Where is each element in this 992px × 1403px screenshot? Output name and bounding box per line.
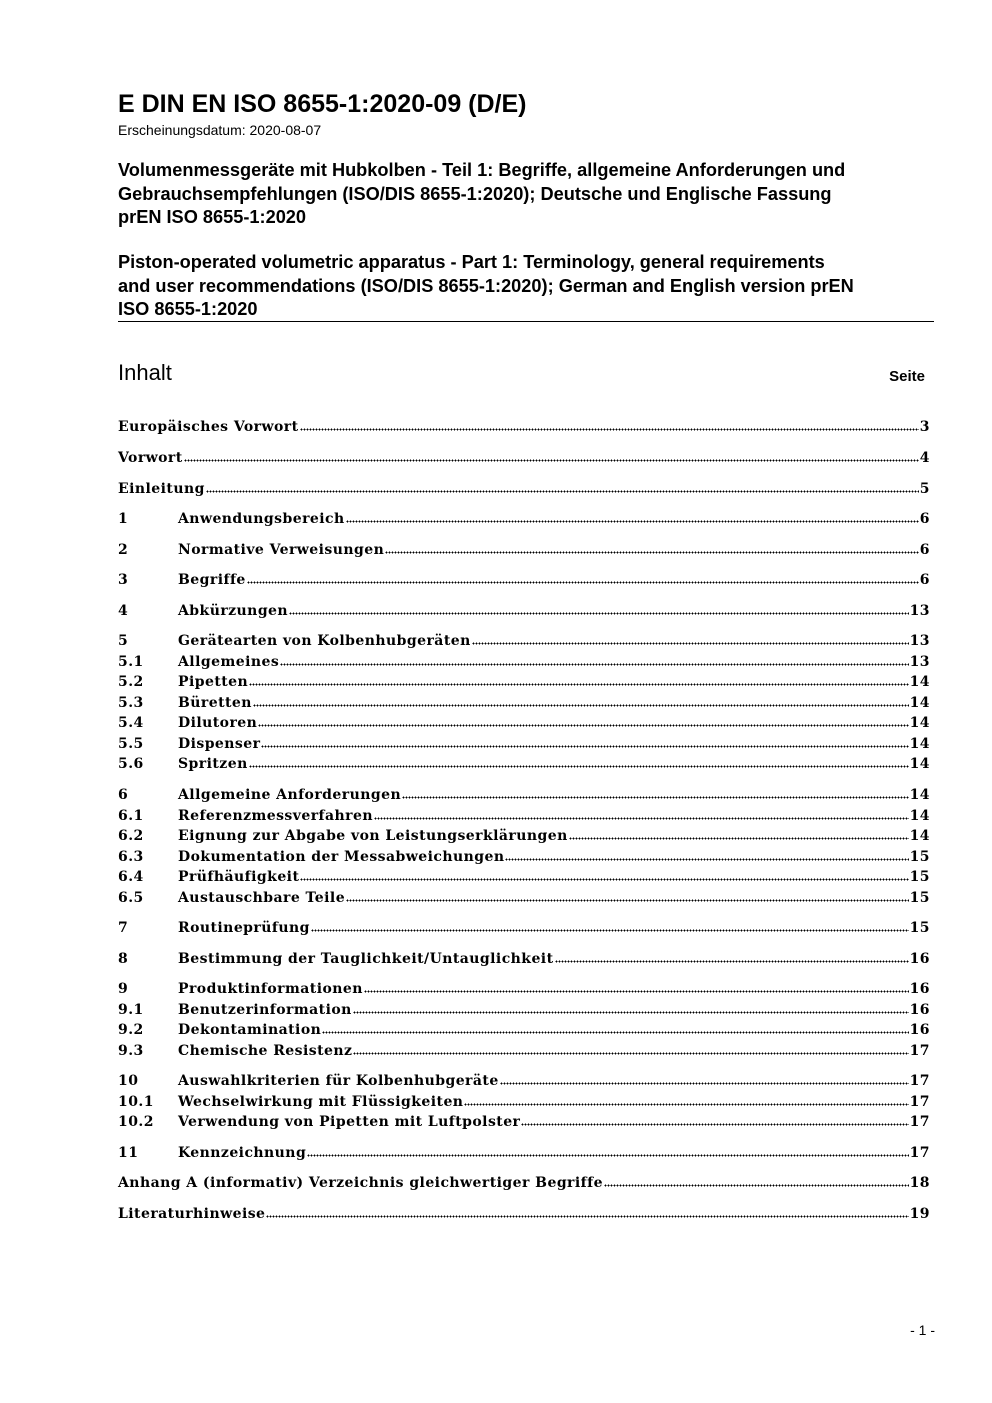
toc-entry-title: Austauschbare Teile [178, 890, 346, 906]
toc-entry[interactable] [118, 1000, 930, 1020]
english-title-line: ISO 8655-1:2020 [118, 299, 258, 319]
toc-entry-page: 18 [909, 1175, 930, 1191]
toc-dot-leader [500, 1073, 909, 1085]
toc-entry[interactable] [118, 1071, 930, 1091]
toc-dot-leader [249, 674, 908, 686]
german-title [118, 159, 938, 230]
toc-entry-page: 6 [919, 511, 930, 527]
toc-entry-title: Europäisches Vorwort [118, 419, 299, 435]
toc-entry-page: 13 [909, 633, 930, 649]
toc-entry-page: 3 [919, 419, 930, 435]
toc-entry-page: 14 [909, 828, 930, 844]
toc-entry-title: Dilutoren [178, 715, 258, 731]
toc-dot-leader [280, 654, 908, 666]
toc-entry-title: Literaturhinweise [118, 1206, 266, 1222]
toc-entry-number: 11 [118, 1145, 139, 1161]
toc-dot-leader [289, 603, 909, 615]
toc-entry-page: 16 [909, 981, 930, 997]
toc-entry-title: Dokumentation der Messabweichungen [178, 849, 505, 865]
toc-entry-title: Bestimmung der Tauglichkeit/Untauglichkeit [178, 951, 554, 967]
toc-entry-page: 15 [909, 890, 930, 906]
toc-entry[interactable] [118, 1204, 930, 1224]
toc-entry-title: Gerätearten von Kolbenhubgeräten [178, 633, 471, 649]
toc-entry-title: Begriffe [178, 572, 246, 588]
toc-entry-number: 8 [118, 951, 129, 967]
english-title-line: and user recommendations (ISO/DIS 8655-1:2020); German and English version prEN [118, 275, 854, 296]
toc-entry[interactable] [118, 734, 930, 754]
toc-entry-title: Routineprüfung [178, 920, 310, 936]
toc-entry-page: 13 [909, 654, 930, 670]
toc-entry-page: 17 [909, 1114, 930, 1130]
toc-entry-number: 3 [118, 572, 129, 588]
toc-dot-leader [307, 1145, 908, 1157]
toc-entry[interactable] [118, 867, 930, 887]
toc-entry-page: 17 [909, 1145, 930, 1161]
toc-entry[interactable] [118, 949, 930, 969]
toc-dot-leader [353, 1043, 908, 1055]
toc-entry-title: Abkürzungen [178, 603, 289, 619]
toc-dot-leader [261, 736, 908, 748]
toc-entry-title: Chemische Resistenz [178, 1043, 353, 1059]
toc-entry-title: Anwendungsbereich [178, 511, 345, 527]
toc-entry-page: 14 [909, 808, 930, 824]
toc-entry-number: 5.4 [118, 715, 144, 731]
toc-heading: Inhalt [118, 360, 172, 385]
toc-entry[interactable] [118, 1041, 930, 1061]
toc-entry-number: 5.1 [118, 654, 144, 670]
toc-entry-title: Referenzmessverfahren [178, 808, 373, 824]
toc-dot-leader [206, 481, 919, 493]
toc-entry-page: 16 [909, 1022, 930, 1038]
toc-entry-number: 5.2 [118, 674, 144, 690]
toc-entry[interactable] [118, 631, 930, 651]
toc-dot-leader [184, 450, 919, 462]
german-title-line: Volumenmessgeräte mit Hubkolben - Teil 1: Begriffe, allgemeine Anforderungen und [118, 160, 846, 180]
toc-entry-number: 6.4 [118, 869, 144, 885]
toc-entry-number: 9 [118, 981, 129, 997]
toc-entry[interactable] [118, 1020, 930, 1040]
toc-entry-page: 17 [909, 1073, 930, 1089]
toc-entry-title: Verwendung von Pipetten mit Luftpolster [178, 1114, 521, 1130]
toc-entry-page: 17 [909, 1043, 930, 1059]
toc-entry-title: Vorwort [118, 450, 183, 466]
toc-entry-page: 13 [909, 603, 930, 619]
toc-entry-page: 15 [909, 920, 930, 936]
toc-entry[interactable] [118, 479, 930, 499]
toc-entry[interactable] [118, 918, 930, 938]
toc-entry-title: Büretten [178, 695, 252, 711]
toc-entry[interactable] [118, 979, 930, 999]
toc-entry-page: 14 [909, 715, 930, 731]
toc-dot-leader [472, 633, 909, 645]
toc-entry[interactable] [118, 448, 930, 468]
toc-entry-page: 14 [909, 736, 930, 752]
toc-entry-number: 6 [118, 787, 129, 803]
toc-entry-title: Produktinformationen [178, 981, 363, 997]
english-title-line: Piston-operated volumetric apparatus - Part 1: Terminology, general requirements [118, 252, 825, 272]
toc-entry-number: 6.2 [118, 828, 144, 844]
toc-entry[interactable] [118, 1112, 930, 1132]
toc-page-column-label: Seite [889, 368, 925, 385]
publication-date: Erscheinungsdatum: 2020-08-07 [118, 122, 322, 138]
toc-entry[interactable] [118, 888, 930, 908]
toc-entry-page: 16 [909, 951, 930, 967]
toc-entry-page: 16 [909, 1002, 930, 1018]
toc-entry-page: 15 [909, 869, 930, 885]
toc-entry[interactable] [118, 1092, 930, 1112]
german-title-line: Gebrauchsempfehlungen (ISO/DIS 8655-1:2020); Deutsche und Englische Fassung [118, 183, 832, 204]
toc-entry-page: 5 [919, 481, 930, 497]
toc-entry[interactable] [118, 847, 930, 867]
toc-dot-leader [385, 542, 919, 554]
document-id: E DIN EN ISO 8655-1:2020-09 (D/E) [118, 90, 527, 118]
toc-entry-title: Spritzen [178, 756, 248, 772]
toc-entry-title: Allgemeine Anforderungen [178, 787, 402, 803]
toc-entry-page: 17 [909, 1094, 930, 1110]
toc-entry[interactable] [118, 826, 930, 846]
toc-dot-leader [346, 890, 909, 902]
toc-dot-leader [505, 849, 908, 861]
toc-entry[interactable] [118, 540, 930, 560]
toc-entry-title: Anhang A (informativ) Verzeichnis gleichwertiger Begriffe [118, 1175, 603, 1191]
toc-entry-title: Wechselwirkung mit Flüssigkeiten [178, 1094, 464, 1110]
toc-dot-leader [300, 869, 908, 881]
toc-entry-number: 6.1 [118, 808, 144, 824]
toc-entry-number: 9.1 [118, 1002, 144, 1018]
toc-entry[interactable] [118, 1143, 930, 1163]
toc-dot-leader [253, 695, 909, 707]
toc-dot-leader [322, 1022, 908, 1034]
toc-entry[interactable] [118, 713, 930, 733]
toc-dot-leader [249, 756, 909, 768]
toc-entry-number: 7 [118, 920, 129, 936]
toc-entry[interactable] [118, 1173, 930, 1193]
toc-entry-number: 10.2 [118, 1114, 154, 1130]
toc-entry-page: 6 [919, 542, 930, 558]
toc-entry[interactable] [118, 693, 930, 713]
page-number: - 1 - [910, 1322, 935, 1338]
toc-entry-page: 6 [919, 572, 930, 588]
toc-entry-page: 14 [909, 695, 930, 711]
toc-entry-title: Einleitung [118, 481, 205, 497]
toc-entry-title: Benutzerinformation [178, 1002, 352, 1018]
toc-dot-leader [311, 920, 909, 932]
toc-dot-leader [258, 715, 908, 727]
english-title [118, 251, 938, 322]
toc-entry-title: Pipetten [178, 674, 249, 690]
toc-dot-leader [464, 1094, 908, 1106]
toc-entry-page: 19 [909, 1206, 930, 1222]
toc-entry-page: 4 [919, 450, 930, 466]
toc-entry-page: 14 [909, 787, 930, 803]
toc-entry[interactable] [118, 672, 930, 692]
toc-dot-leader [266, 1206, 908, 1218]
toc-dot-leader [353, 1002, 909, 1014]
toc-entry-page: 14 [909, 674, 930, 690]
toc-entry-page: 14 [909, 756, 930, 772]
toc-entry-number: 5 [118, 633, 129, 649]
toc-entry-number: 5.3 [118, 695, 144, 711]
toc-entry[interactable] [118, 754, 930, 774]
title-divider [118, 321, 934, 322]
toc-dot-leader [569, 828, 909, 840]
toc-entry-number: 6.5 [118, 890, 144, 906]
toc-entry-title: Kennzeichnung [178, 1145, 307, 1161]
toc-entry-number: 9.3 [118, 1043, 144, 1059]
toc-entry-number: 4 [118, 603, 129, 619]
toc-dot-leader [402, 787, 909, 799]
toc-entry[interactable] [118, 417, 930, 437]
toc-entry-number: 9.2 [118, 1022, 144, 1038]
toc-entry-title: Eignung zur Abgabe von Leistungserklärungen [178, 828, 568, 844]
toc-entry-title: Auswahlkriterien für Kolbenhubgeräte [178, 1073, 499, 1089]
toc-dot-leader [346, 511, 919, 523]
toc-entry-number: 10 [118, 1073, 139, 1089]
toc-entry-title: Prüfhäufigkeit [178, 869, 300, 885]
toc-dot-leader [374, 808, 909, 820]
toc-entry-title: Dispenser [178, 736, 261, 752]
toc-entry-number: 5.5 [118, 736, 144, 752]
toc-entry[interactable] [118, 652, 930, 672]
toc-dot-leader [521, 1114, 908, 1126]
toc-dot-leader [604, 1175, 909, 1187]
toc-entry[interactable] [118, 570, 930, 590]
toc-dot-leader [364, 981, 909, 993]
toc-entry-page: 15 [909, 849, 930, 865]
toc-entry-number: 2 [118, 542, 129, 558]
toc-dot-leader [247, 572, 919, 584]
toc-entry-number: 10.1 [118, 1094, 154, 1110]
toc-entry[interactable] [118, 806, 930, 826]
toc-dot-leader [300, 419, 919, 431]
german-title-line: prEN ISO 8655-1:2020 [118, 207, 307, 227]
toc-entry-title: Dekontamination [178, 1022, 322, 1038]
toc-entry[interactable] [118, 785, 930, 805]
toc-entry-number: 5.6 [118, 756, 144, 772]
toc-entry[interactable] [118, 601, 930, 621]
toc-dot-leader [555, 951, 909, 963]
toc-entry-title: Allgemeines [178, 654, 280, 670]
toc-entry-number: 6.3 [118, 849, 144, 865]
toc-entry[interactable] [118, 509, 930, 529]
toc-entry-title: Normative Verweisungen [178, 542, 385, 558]
toc-entry-number: 1 [118, 511, 129, 527]
